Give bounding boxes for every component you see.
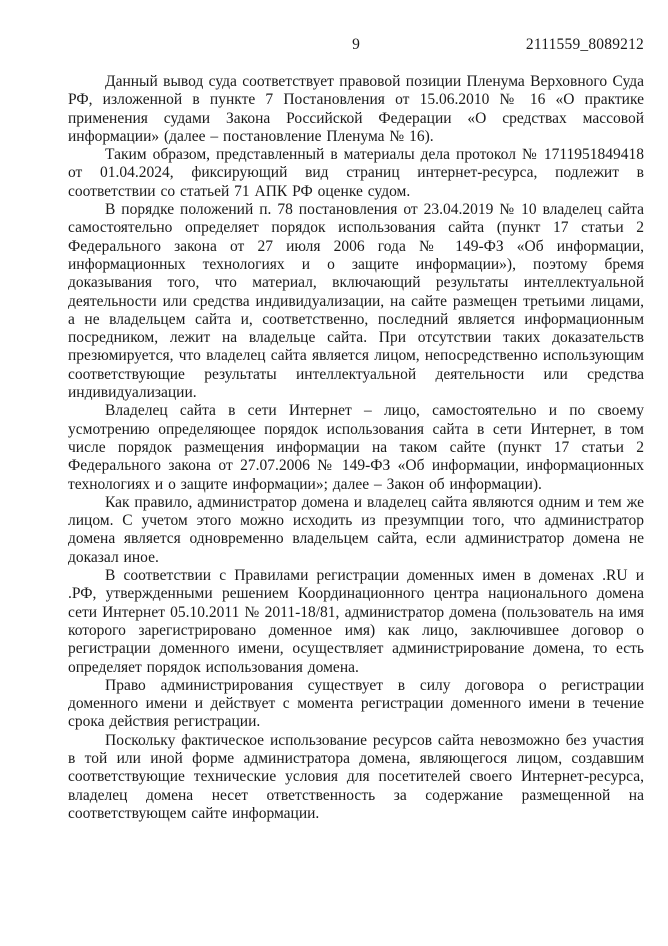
paragraph: Поскольку фактическое использование ресурсов сайта невозможно без участия в той или иной форме администратора домена, являющегося лицом, создавшим соответствующие технические условия для посетителей своего Интернет-ресурса, владелец домена несет ответственность за содержание размещенной на соответствующем сайте информации. (68, 731, 644, 822)
document-body (68, 73, 644, 823)
paragraph: Данный вывод суда соответствует правовой позиции Пленума Верховного Суда РФ, изложенной в пункте 7 Постановления от 15.06.2010 № 16 «О практике применения судами Закона Российской Федерации «О средствах массовой информации» (далее – постановление Пленума № 16). (68, 73, 644, 145)
paragraph: Как правило, администратор домена и владелец сайта являются одним и тем же лицом. С учетом этого можно исходить из презумпции того, что администратор домена является одновременно владельцем сайта, если администратор домена не доказал иное. (68, 493, 644, 566)
paragraph: В соответствии с Правилами регистрации доменных имен в доменах .RU и .РФ, утвержденными решением Координационного центра национального домена сети Интернет 05.10.2011 № 2011-18/81, администратор домена (пользователь на имя которого зарегистрировано доменное имя) как лицо, заключившее договор о регистрации доменного имени, осуществляет администрирование домена, то есть определяет порядок использования домена. (68, 567, 644, 676)
paragraph: Право администрирования существует в силу договора о регистрации доменного имени и действует с момента регистрации доменного имени в течение срока действия регистрации. (68, 676, 644, 731)
paragraph: Таким образом, представленный в материалы дела протокол № 1711951849418 от 01.04.2024, фиксирующий вид страниц интернет-ресурса, подлежит в соответствии со статьей 71 АПК РФ оценке судом. (68, 146, 644, 200)
paragraph: Владелец сайта в сети Интернет – лицо, самостоятельно и по своему усмотрению определяющее порядок использования сайта в сети Интернет, в том числе порядок размещения информации на таком сайте (пункт 17 статьи 2 Федерального закона от 27.07.2006 № 149-ФЗ «Об информации, информационных технологиях и о защите информации»; далее – Закон об информации). (68, 402, 644, 493)
page-header (68, 36, 644, 56)
case-number: 2111559_8089212 (525, 36, 644, 53)
page-number: 9 (352, 36, 360, 53)
paragraph: В порядке положений п. 78 постановления от 23.04.2019 № 10 владелец сайта самостоятельно определяет порядок использования сайта (пункт 17 статьи 2 Федерального закона от 27 июля 2006 года № 149-ФЗ «Об информации, информационных технологиях и о защите информации»), поэтому бремя доказывания того, что материал, включающий результаты интеллектуальной деятельности или средства индивидуализации, на сайте размещен третьими лицами, а не владельцем сайта и, соответственно, последний является информационным посредником, лежит на владельце сайта. При отсутствии таких доказательств презюмируется, что владелец сайта является лицом, непосредственно использующим соответствующие результаты интеллектуальной деятельности или средства индивидуализации. (68, 201, 644, 402)
